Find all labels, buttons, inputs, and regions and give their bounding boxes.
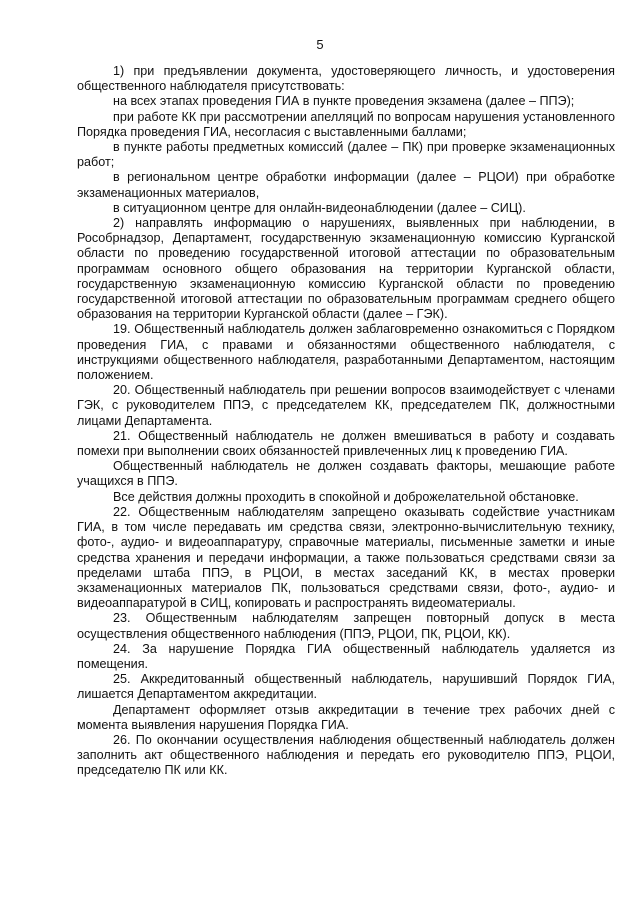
paragraph: Департамент оформляет отзыв аккредитации в течение трех рабочих дней с момента выявления нарушения Порядка ГИА.	[77, 702, 615, 732]
paragraph: на всех этапах проведения ГИА в пункте проведения экзамена (далее – ППЭ);	[113, 94, 575, 109]
paragraph: 1) при предъявлении документа, удостоверяющего личность, и удостоверения общественного наблюдателя присутствовать:	[77, 64, 615, 94]
paragraph: 2) направлять информацию о нарушениях, выявленных при наблюдении, в Рособрнадзор, Департамент, государственную экзаменационную комиссию Курганской области по проведению государственной итоговой аттестации по образовательным программам основного общего образования на территории Курганской области, государственную экзаменационную комиссию Курганской области по проведению государственной итоговой аттестации по образовательным программам среднего общего образования на территории Курганской области (далее – ГЭК).	[77, 216, 615, 322]
paragraph: 19. Общественный наблюдатель должен заблаговременно ознакомиться с Порядком проведения ГИА, с правами и обязанностями общественного наблюдателя, с инструкциями общественного наблюдателя, разработанными Департаментом, настоящим положением.	[77, 322, 615, 383]
paragraph: в ситуационном центре для онлайн-видеонаблюдении (далее – СИЦ).	[113, 200, 526, 215]
paragraph: в региональном центре обработки информации (далее – РЦОИ) при обработке экзаменационных материалов,	[77, 170, 615, 200]
paragraph: 24. За нарушение Порядка ГИА общественный наблюдатель удаляется из помещения.	[77, 641, 615, 671]
paragraph: 20. Общественный наблюдатель при решении вопросов взаимодействует с членами ГЭК, с руководителем ППЭ, с председателем КК, председателем ПК, должностными лицами Департамента.	[77, 383, 615, 428]
paragraph: Все действия должны проходить в спокойной и доброжелательной обстановке.	[113, 489, 579, 504]
paragraph: 26. По окончании осуществления наблюдения общественный наблюдатель должен заполнить акт общественного наблюдения и передать его руководителю ППЭ, РЦОИ, председателю ПК или КК.	[77, 732, 615, 778]
document-body	[77, 64, 615, 779]
paragraph: 22. Общественным наблюдателям запрещено оказывать содействие участникам ГИА, в том числе передавать им средства связи, электронно-вычислительную технику, фото-, аудио- и видеоаппаратуру, справочные материалы, письменные заметки и иные средства хранения и передачи информации, а также пользоваться средствами связи за пределами штаба ППЭ, в РЦОИ, в местах заседаний КК, в местах проверки экзаменационных материалов ПК, пользоваться средствами связи, фото-, аудио- и видеоаппаратурой в СИЦ, копировать и распространять видеоматериалы.	[77, 504, 615, 611]
paragraph: при работе КК при рассмотрении апелляций по вопросам нарушения установленного Порядка проведения ГИА, несогласия с выставленными баллами;	[77, 109, 615, 139]
page-number: 5	[316, 37, 324, 52]
paragraph: 25. Аккредитованный общественный наблюдатель, нарушивший Порядок ГИА, лишается Департаментом аккредитации.	[77, 672, 615, 702]
paragraph: 21. Общественный наблюдатель не должен вмешиваться в работу и создавать помехи при выполнении своих обязанностей привлеченных лиц к проведению ГИА.	[77, 428, 615, 459]
paragraph: Общественный наблюдатель не должен создавать факторы, мешающие работе учащихся в ППЭ.	[77, 459, 615, 489]
paragraph: в пункте работы предметных комиссий (далее – ПК) при проверке экзаменационных работ;	[77, 140, 615, 170]
paragraph: 23. Общественным наблюдателям запрещен повторный допуск в места осуществления общественного наблюдения (ППЭ, РЦОИ, ПК, РЦОИ, КК).	[77, 611, 615, 641]
